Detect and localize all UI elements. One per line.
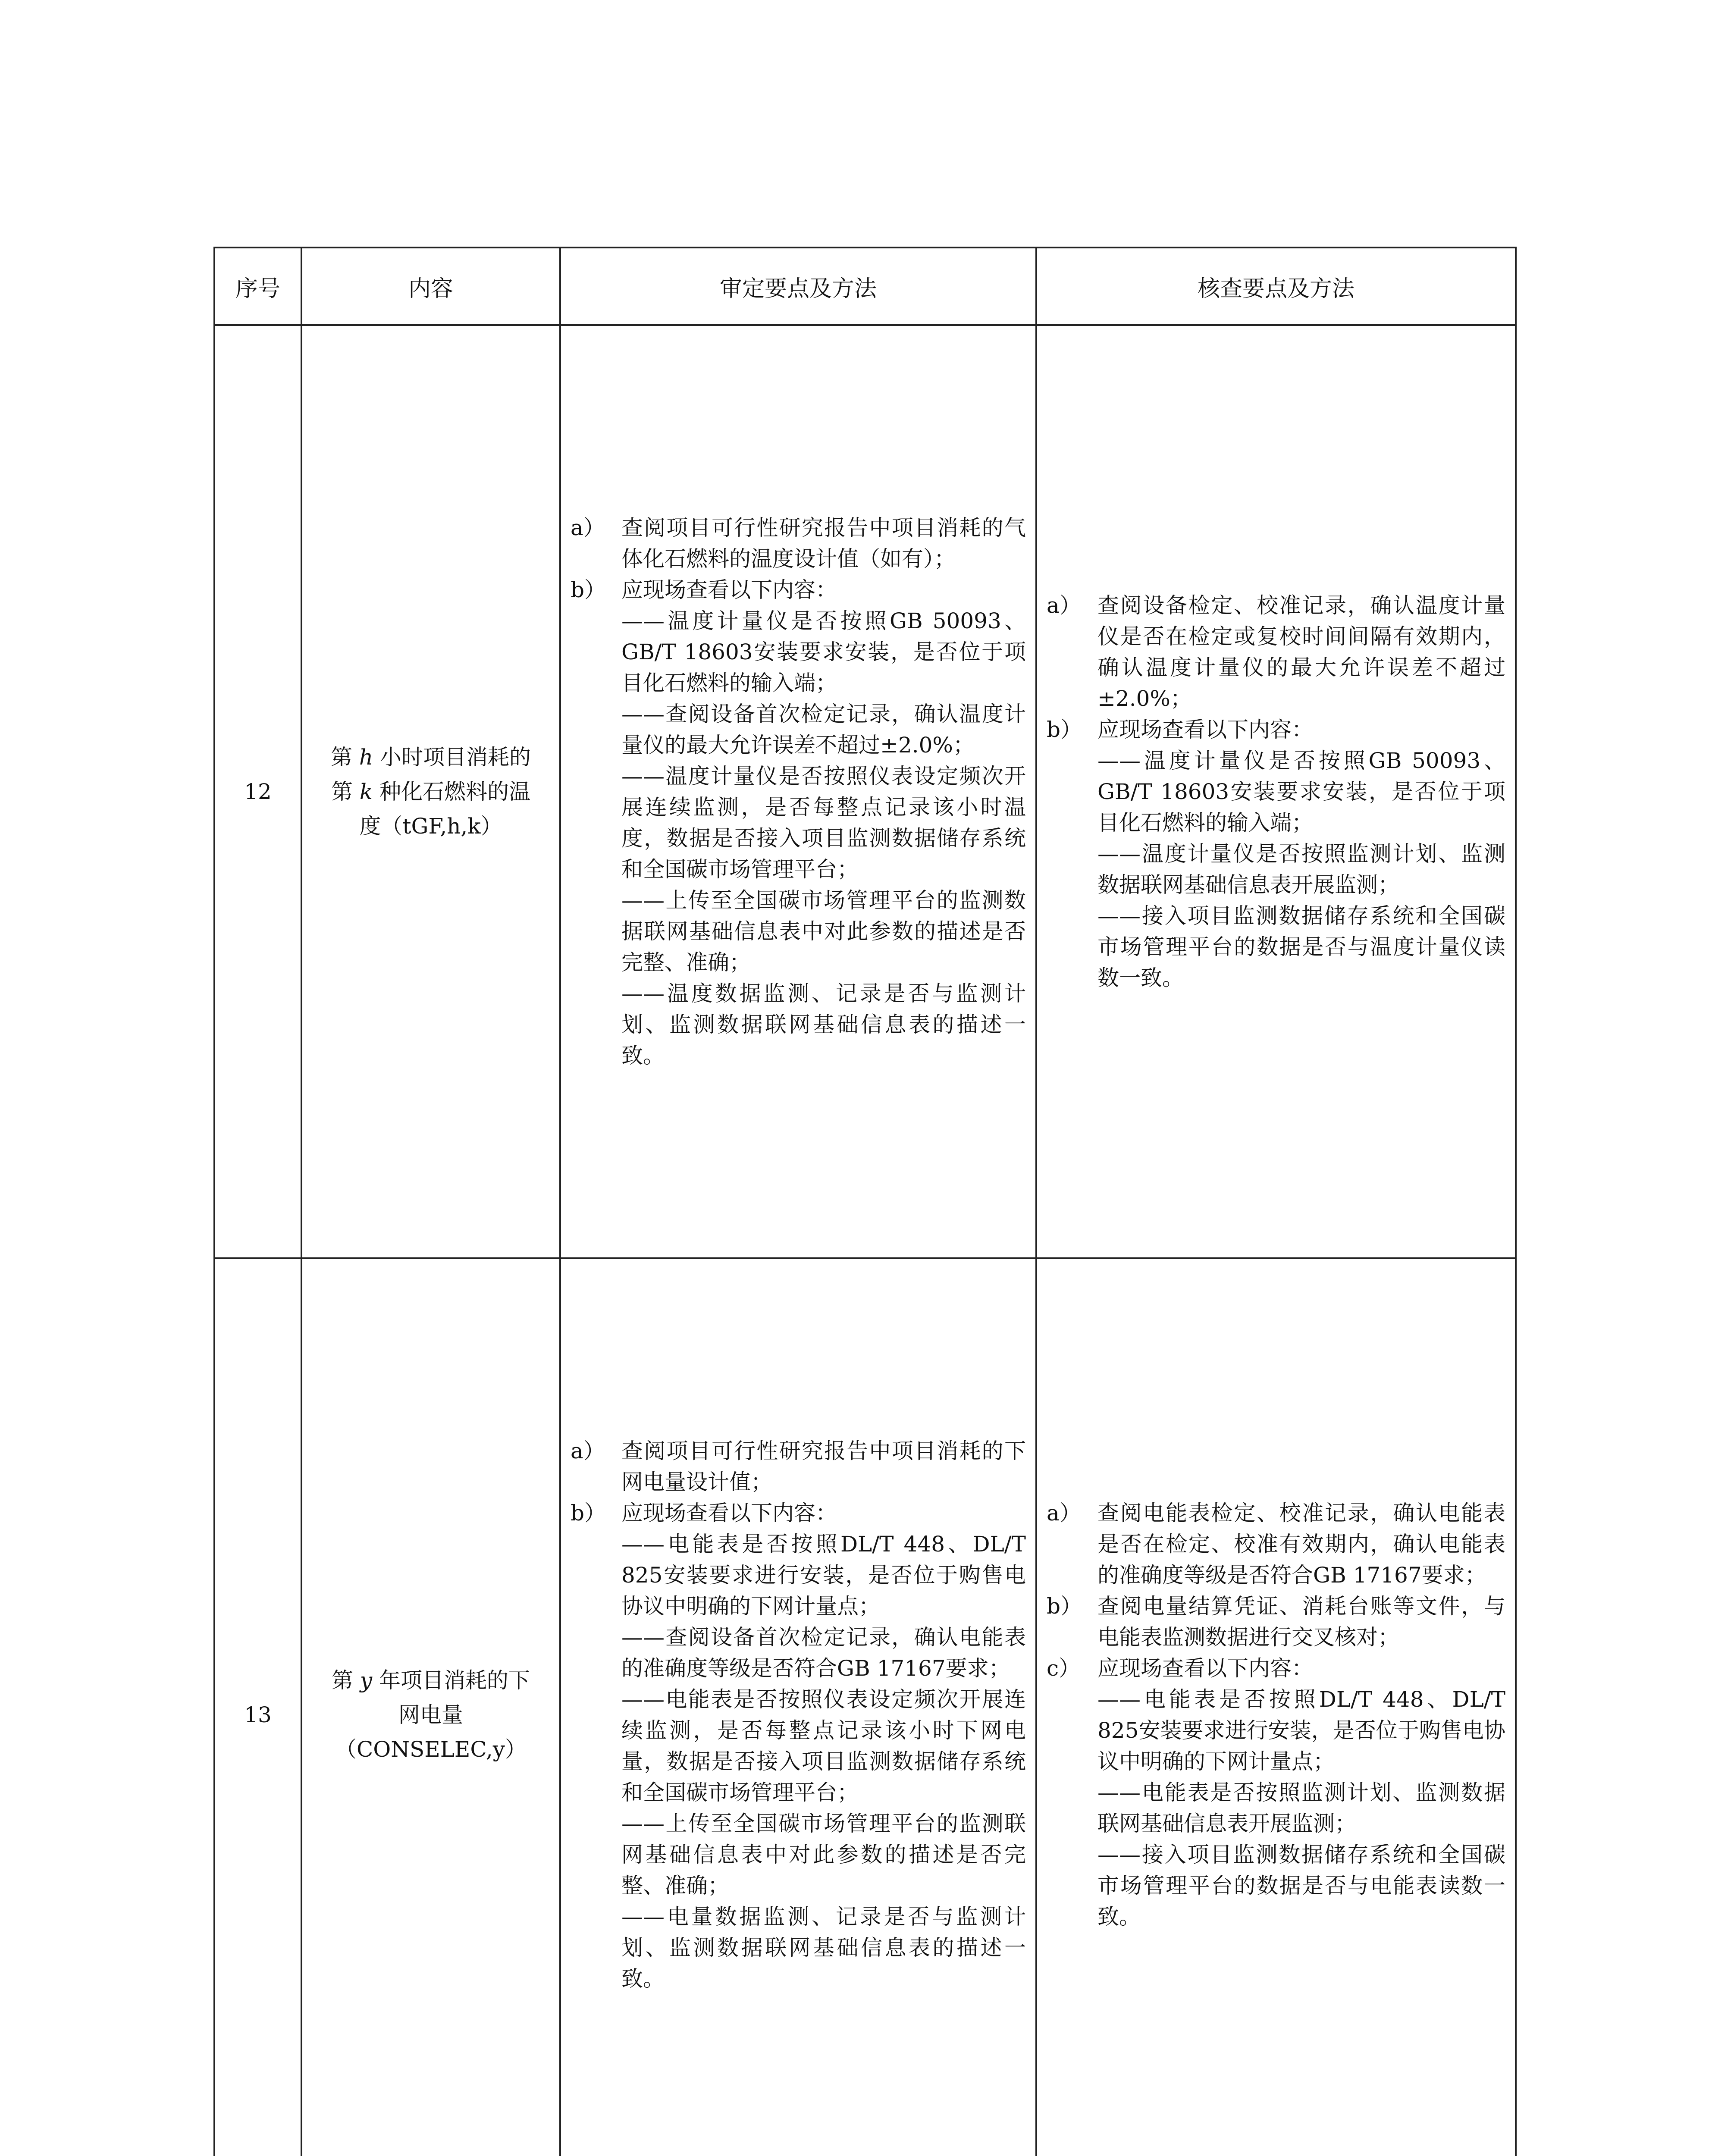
list-item bbox=[1047, 714, 1505, 745]
verification-methods bbox=[1036, 1258, 1516, 2156]
sub-item: ——温度计量仪是否按照监测计划、监测数据联网基础信息表开展监测； bbox=[1097, 841, 1505, 897]
header-verification: 核查要点及方法 bbox=[1036, 248, 1516, 325]
item-marker: a） bbox=[1047, 1501, 1081, 1526]
list-item bbox=[1047, 1653, 1505, 1684]
review-table bbox=[213, 247, 1517, 2156]
list-item bbox=[571, 1435, 1026, 1498]
table-row bbox=[214, 325, 1516, 1258]
item-marker: b） bbox=[1047, 717, 1082, 742]
sub-item: ——电能表是否按照监测计划、监测数据联网基础信息表开展监测； bbox=[1097, 1780, 1505, 1836]
item-text: 查阅电能表检定、校准记录，确认电能表是否在检定、校准有效期内，确认电能表的准确度等级是否符合GB 17167要求； bbox=[1097, 1501, 1505, 1588]
content-text: 网电量 bbox=[398, 1702, 463, 1727]
sub-item: ——接入项目监测数据储存系统和全国碳市场管理平台的数据是否与电能表读数一致。 bbox=[1097, 1842, 1505, 1929]
content-text: 小时项目消耗的 bbox=[380, 745, 531, 770]
sub-item: ——电能表是否按照仪表设定频次开展连续监测，是否每整点记录该小时下网电量，数据是否接入项目监测数据储存系统和全国碳市场管理平台； bbox=[621, 1687, 1026, 1805]
header-validation: 审定要点及方法 bbox=[560, 248, 1036, 325]
row-seq: 13 bbox=[214, 1258, 301, 2156]
content-text: 度（tGF,h,k） bbox=[359, 814, 502, 839]
list-item bbox=[1047, 1591, 1505, 1653]
item-text: 应现场查看以下内容： bbox=[621, 577, 837, 602]
table-row bbox=[214, 1258, 1516, 2156]
row-content bbox=[301, 1258, 560, 2156]
item-marker: a） bbox=[571, 515, 605, 540]
sub-item: ——温度数据监测、记录是否与监测计划、监测数据联网基础信息表的描述一致。 bbox=[621, 981, 1026, 1068]
content-text: 第 bbox=[331, 1668, 353, 1693]
item-text: 应现场查看以下内容： bbox=[621, 1501, 837, 1526]
content-variable: h bbox=[359, 745, 373, 770]
list-item bbox=[571, 1498, 1026, 1529]
item-marker: c） bbox=[1047, 1656, 1081, 1681]
item-text: 查阅设备检定、校准记录，确认温度计量仪是否在检定或复校时间间隔有效期内，确认温度计量仪的最大允许误差不超过±2.0%； bbox=[1097, 593, 1505, 711]
content-variable: y bbox=[360, 1668, 373, 1693]
sub-item: ——电量数据监测、记录是否与监测计划、监测数据联网基础信息表的描述一致。 bbox=[621, 1904, 1026, 1991]
content-text: 年项目消耗的下 bbox=[379, 1668, 530, 1693]
table-header-row bbox=[214, 248, 1516, 325]
list-item bbox=[1047, 1498, 1505, 1591]
header-seq: 序号 bbox=[214, 248, 301, 325]
sub-item: ——电能表是否按照DL/T 448、DL/T 825安装要求进行安装，是否位于购售电协议中明确的下网计量点； bbox=[1097, 1687, 1505, 1774]
sub-item: ——电能表是否按照DL/T 448、DL/T 825安装要求进行安装，是否位于购售电协议中明确的下网计量点； bbox=[621, 1532, 1026, 1619]
item-marker: b） bbox=[1047, 1594, 1082, 1619]
content-text: 第 bbox=[330, 745, 352, 770]
content-text: 第 bbox=[331, 779, 353, 804]
validation-methods bbox=[560, 325, 1036, 1258]
content-variable: k bbox=[359, 779, 373, 804]
row-seq: 12 bbox=[214, 325, 301, 1258]
item-text: 查阅项目可行性研究报告中项目消耗的下网电量设计值； bbox=[621, 1438, 1026, 1495]
row-content bbox=[301, 325, 560, 1258]
header-content: 内容 bbox=[301, 248, 560, 325]
item-marker: b） bbox=[571, 1501, 606, 1526]
validation-methods bbox=[560, 1258, 1036, 2156]
item-text: 应现场查看以下内容： bbox=[1097, 1656, 1313, 1681]
sub-item: ——温度计量仪是否按照GB 50093、GB/T 18603安装要求安装，是否位于项目化石燃料的输入端； bbox=[1097, 748, 1505, 835]
item-text: 应现场查看以下内容： bbox=[1097, 717, 1313, 742]
list-item bbox=[1047, 590, 1505, 714]
item-marker: a） bbox=[1047, 593, 1081, 618]
list-item bbox=[571, 574, 1026, 605]
sub-item: ——上传至全国碳市场管理平台的监测联网基础信息表中对此参数的描述是否完整、准确； bbox=[621, 1811, 1026, 1898]
item-text: 查阅电量结算凭证、消耗台账等文件，与电能表监测数据进行交叉核对； bbox=[1097, 1594, 1505, 1650]
verification-methods bbox=[1036, 325, 1516, 1258]
content-text: （CONSELEC,y） bbox=[335, 1737, 527, 1762]
sub-item: ——温度计量仪是否按照GB 50093、GB/T 18603安装要求安装，是否位于项目化石燃料的输入端； bbox=[621, 608, 1026, 696]
sub-item: ——温度计量仪是否按照仪表设定频次开展连续监测，是否每整点记录该小时温度，数据是否接入项目监测数据储存系统和全国碳市场管理平台； bbox=[621, 764, 1026, 882]
sub-item: ——接入项目监测数据储存系统和全国碳市场管理平台的数据是否与温度计量仪读数一致。 bbox=[1097, 903, 1505, 990]
item-text: 查阅项目可行性研究报告中项目消耗的气体化石燃料的温度设计值（如有）； bbox=[621, 515, 1026, 571]
sub-item: ——查阅设备首次检定记录，确认温度计量仪的最大允许误差不超过±2.0%； bbox=[621, 702, 1026, 758]
item-marker: a） bbox=[571, 1438, 605, 1463]
content-text: 种化石燃料的温 bbox=[379, 779, 531, 804]
list-item bbox=[571, 512, 1026, 574]
sub-item: ——上传至全国碳市场管理平台的监测数据联网基础信息表中对此参数的描述是否完整、准确； bbox=[621, 888, 1026, 975]
item-marker: b） bbox=[571, 577, 606, 602]
sub-item: ——查阅设备首次检定记录，确认电能表的准确度等级是否符合GB 17167要求； bbox=[621, 1625, 1026, 1681]
